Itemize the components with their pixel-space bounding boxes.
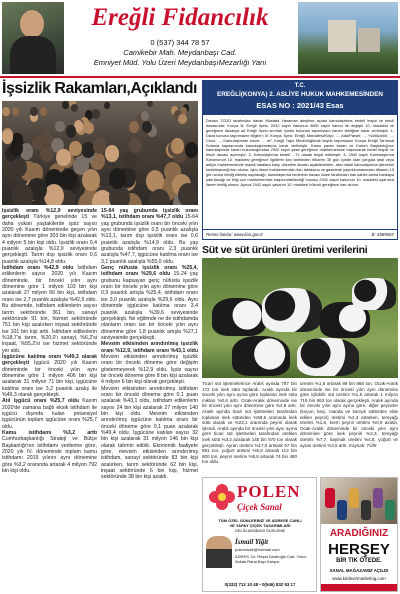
milk-article-column-2 — [300, 381, 398, 473]
shop-product — [361, 500, 371, 520]
crowd-person — [56, 149, 70, 166]
crowd-person — [129, 138, 142, 153]
court-notice — [202, 80, 398, 240]
notice-court-name: EREĞLİ(KONYA) 2. ASLİYE HUKUK MAHKEMESİNDEN — [216, 91, 384, 98]
article-paragraph — [101, 208, 198, 265]
shop-ad-bar — [321, 584, 397, 592]
crowd-person — [2, 107, 9, 116]
crowd-person — [178, 114, 187, 124]
milk-article-column-1: Ticari süt işletmelerince Aralık ayında 787 bin 172 ton inek sütü toplandı. Aralık ayında bir önceki yılın aynı ayına göre toplanan inek sütü miktarı %0,6 arttı. Ocak-Aralık döneminde ise bir önceki yılın aynı dönemine göre %2,8 arttı. Aralık ayında ticari süt işletmeleri tarafından toplanan inek sütünden %58,6 oranında inek sütü olarak ve %23,1 oranında peynir olarak işlendi. Aralık ayında bir önceki yılın aynı ayına göre ticari süt işletmeleri tarafından üretilen inek sütü %3,2 azalarak 140 bin 970 ton olarak gerçekleşti. Ayran üretimi %17,0 artarak 67 bin 981 ton, yoğurt üretimi %5,9 artarak 113 bin 800 ton, peynir üretimi %9,8 artarak 74 bin 480 ton oldu. — [202, 381, 297, 465]
paragraph-lead: İşgücüne katılma oranı %49,3 olarak gerçekleşti — [2, 353, 97, 367]
crowd-person — [62, 101, 68, 109]
milk-headline: Süt ve süt ürünleri üretimi verilerini — [202, 244, 368, 256]
crowd-person — [185, 142, 198, 158]
cow — [212, 298, 266, 336]
notice-tc: T.C. — [294, 83, 306, 89]
paragraph-lead: İstihdam oranı %42,9 oldu — [2, 265, 74, 272]
polen-phone: 0(332) 712 10 48 • 0(546) 832 53 17 — [224, 582, 296, 587]
crowd-person — [122, 152, 137, 170]
article-paragraph — [2, 354, 97, 398]
paragraph-lead: 15-64 yaş grubunda işsizlik oranı %13,1, istihdam oranı %47,7 oldu — [101, 208, 198, 221]
paragraph-text: Kasım 2020'de zamana bağlı eksik istihdam ile işgücü dışında kalan potansiyel işgücünün toplam işgücüne oranı %25,7 oldu. — [2, 398, 97, 430]
shop-ad-url[interactable]: www.kirdevirmarketing.com — [332, 576, 386, 581]
polen-email[interactable]: polencicek@hotmail.com — [235, 547, 280, 552]
main-article-column-2 — [101, 208, 198, 592]
crowd-person — [141, 111, 149, 121]
notice-footer-code: B: 4589567 — [371, 232, 394, 237]
milk-article-source: Kaynak: TÜİK — [349, 442, 377, 448]
notice-footer — [203, 229, 397, 239]
article-paragraph — [2, 265, 97, 354]
shop-ad-line-1: ARADIĞINIZ — [329, 528, 389, 539]
crowd-person — [40, 146, 54, 163]
crowd-person — [92, 109, 100, 118]
shop-product — [325, 488, 335, 508]
shop-ad-line-4: SANAL MAĞAZAMIZ AÇILDI — [329, 568, 389, 573]
paragraph-lead: Atıl işgücü oranı %25,7 oldu — [2, 398, 79, 405]
crowd-photo — [2, 101, 198, 205]
crowd-person — [55, 121, 65, 133]
crowd-person — [178, 183, 198, 205]
masthead-address-1: Camikebir Mah. Meydanbaşı Cad. — [123, 48, 237, 57]
paragraph-text: 15-24 yaş grubunu kapsayan genç nüfusta işsizlik oranı bir önceki yılın aynı dönemine göre 0,9 puanlık artışla %25,4, istihdam oranı ise 3,0 puanlık azalışla %29,6 oldu. Aynı dönemde işgücüne katılma oranı 3,4 puanlık azalışla %39,6 seviyesinde gerçekleşti. Ne eğitimde ne de istihdamda olanların oranı ise bir önceki yılın aynı dönemine göre 1,8 puanlık artışla %27,1 seviyesinde gerçekleşti. — [101, 271, 198, 341]
polen-brand-subtitle: Çiçek Sanal — [237, 502, 282, 512]
crowd-person — [12, 184, 32, 205]
paragraph-text: Türkiye genelinde 15 ve daha yukarı yaştakilerde işsiz sayısı 2020 yılı Kasım döneminde geçen yılın aynı dönemine göre 303 bin kişi azalarak 4 milyon 5 bin kişi oldu. İşsizlik oranı 0,4 puanlık azalışla %12,9 seviyesinde gerçekleşti. Tarım dışı işsizlik oranı 0,6 puanlık azalışla %14,8 oldu. — [2, 214, 97, 265]
cows-photo — [202, 258, 398, 378]
article-paragraph — [2, 208, 97, 265]
cow — [232, 336, 290, 376]
crowd-person — [11, 158, 27, 177]
milk-article-column-2-text: üretimi %1,6 artarak 89 bin 868 ton. Ocak-Aralık döneminde ise bir önceki yılın aynı dönemine göre içilebilir süt üretimi %1,5 artarak 1 milyon 719 bin 963 ton olarak gerçekleşti. Aralık ayında bir önceki yılın aynı ayına göre, diğer peynirler (koyun, keçi, manda ve karışık sütlerden elde edilen peynir) üretimi %2,4 artarken, tereyağı üretimi %1,8, krem peynir üretimi %0,9 azaldı. Ocak-Aralık döneminde bir önceki yılın aynı dönemine göre inek peyniri %2,3, tereyağı üretimi %7,7, kaymak üretimi %4,8, yoğurt ve ayran üretimi %3,5 arttı. — [300, 381, 398, 448]
online-shop-ad[interactable] — [320, 477, 398, 592]
article-paragraph — [2, 430, 97, 474]
paragraph-lead: İşsizlik oranı %12,9 seviyesinde gerçekleşti — [2, 208, 97, 221]
shop-product — [349, 488, 359, 508]
polen-owner-photo — [206, 536, 232, 568]
paragraph-lead: Kamu istihdamı %3,2 arttı — [2, 430, 97, 437]
masthead-nursery-photo — [298, 2, 398, 74]
paragraph-text: 15-64 yaş grubunda işsizlik oranı bir önceki yılın aynı dönemine göre 0,5 puanlık azalışla %13,1, tarım dışı işsizlik oranı ise 0,6 puanlık azalışla %14,9 oldu. Bu yaş grubunda istihdam oranı 2,3 puanlık azalışla %47,7, işgücüne katılma oranı ise 3,1 puanlık azalışla %55,0 oldu. — [101, 214, 198, 265]
crowd-person — [105, 145, 119, 162]
paragraph-lead: Mevsim etkisinden arındırılmış işsizlik oranı %12,9, istihdam oranı %43,1 oldu — [101, 341, 198, 354]
crowd-person — [109, 168, 127, 189]
crowd-person — [30, 107, 37, 116]
polen-brand-name: POLEN — [237, 482, 301, 501]
court-notice-header — [203, 81, 397, 115]
masthead-phone: 0 (537) 344 78 57 — [150, 38, 210, 47]
shop-product — [385, 500, 395, 520]
crowd-person — [40, 107, 47, 116]
paragraph-text: İşgücü 2020 yılı Kasım döneminde bir önceki yılın aynı dönemine göre 1 milyon 406 bin kişi azalarak 31 milyon 71 bin kişi, işgücüne katılma oranı ise 3,2 puanlık azalış ile %49,3 olarak gerçekleşti. — [2, 360, 97, 398]
polen-flower-ad[interactable] — [202, 477, 317, 592]
shop-ad-line-2: HERŞEY — [328, 541, 390, 558]
newspaper-title: Ereğli Fidancılık — [91, 4, 269, 31]
shop-product — [337, 500, 347, 520]
shop-products-photo — [321, 478, 397, 524]
main-headline: İşsizlik Rakamları,Açıklandı — [2, 80, 197, 97]
article-paragraph — [2, 398, 97, 430]
polen-service-line-3: GELİN ARABASI SÜSLEME — [234, 528, 286, 533]
main-article-column-1 — [2, 208, 97, 592]
cow — [352, 278, 396, 310]
cow — [297, 338, 359, 376]
article-paragraph — [101, 341, 198, 385]
polen-address: ADRES: Dr. Reşat Dedeoğlu Cad. Yıkıcı Sokak Rana Bayı Karşısı — [235, 554, 307, 564]
notice-footer-source[interactable]: Resmi ilanlar: www.ilan.gov.tr — [206, 232, 264, 237]
paragraph-text: İstihdam edilenlerin sayısı 2020 yılı Kasım döneminde, bir önceki yılın aynı dönemine göre 1 milyon 103 bin kişi azalarak 27 milyon 66 bin kişi, istihdam oranı ise 2,7 puanlık azalışla %42,9 oldu. Bu dönemde, istihdam edilenlerin sayısı tarım sektöründe 361 bin, sanayi sektöründe 91 bin, hizmet sektöründe 751 bin kişi azalırken inşaat sektöründe ise 101 bin kişi arttı. İstihdam edilenlerin %18,7'si tarım, %20,0'ı sanayi, %6,2'si inşaat, %55,2'si ise hizmet sektöründe yer aldı. — [2, 265, 97, 354]
crowd-person — [12, 107, 19, 116]
paragraph-text: Mevsim etkisinden arındırılmış istihdam oranı bir önceki döneme göre 0,1 puan azalarak %43,1 oldu, istihdam edilenlerin sayısı 24 bin kişi azalarak 27 milyon 140 bin kişi oldu. Mevsim etkisinden arındırılmış işgücüne katılma oranı bir önceki döneme göre 0,1 puan azalarak %49,4 oldu. İşgücüne katılan sayısı 32 bin kişi azalarak 31 milyon 146 bin kişi olarak tahmin edildi. Ekonomik faaliyete göre, mevsim etkisinden arındırılmış istihdam, sanayi sektöründe 83 bin kişi azalırken, tarım sektöründe 62 bin kişi, inşaat sektöründe 6 bin kişi, hizmet sektöründe 38 bin kişi azaldı. — [101, 385, 198, 481]
crowd-person — [93, 138, 106, 153]
paragraph-text: Mevsim etkisinden arındırılmış işsizlik oranı bir önceki döneme göre değişim göstermeyerek %12,9 oldu. İşsiz sayısı bir önceki döneme göre 8 bin kişi azalarak 4 milyon 6 bin kişi olarak gerçekleşti. — [101, 353, 198, 386]
paragraph-text: Cumhurbaşkanlığı Strateji ve Bütçe Başkanlığı'nın istihdamı verilerine göre, 2020 yılı IV. döneminde toplam kamu istihdamı 2019 yılının aynı dönemine göre %3,2 oranında artarak 4 milyon 792 bin kişi oldu. — [2, 436, 97, 475]
polen-service-line-2: VE YAPAY ÇİÇEK TASARIMLARI — [229, 523, 291, 528]
article-paragraph — [101, 265, 198, 341]
crowd-person — [2, 130, 13, 144]
crowd-person — [104, 102, 110, 110]
article-paragraph — [101, 386, 198, 481]
crowd-person — [142, 121, 152, 133]
masthead-owner-photo — [2, 2, 64, 74]
shop-ad-line-3: BİR TIK ÖTEDE. — [336, 558, 382, 564]
crowd-person — [82, 169, 100, 190]
cow — [262, 288, 322, 332]
paragraph-lead: Genç nüfusta işsizlik oranı %25,4, istihdam oranı %29,6 oldu — [101, 265, 198, 278]
masthead — [0, 0, 400, 78]
notice-body: Davacı TCDD tarafından davalı Mustafa Yanaman aleyhine açılan kamulaştırma bedeli tespit ve tescil davasında; Konya İli, Ereğli İlçesi, 2942 sayılı kanunun 4650 sayılı kanun ile değişik 10. maddesi ve gereğince davalıya ait Ereğli İlçesi sınırları içinde bulunan taşınmazın ilanen tebliğine karar verilmiştir. 1- Dava konusu taşınmazın bilgileri; İli: Konya, İlçesi: Ereğli, Mahallesi/Köyü: ..., Ada/Parsel: ..., Yüzölçümü: ..., Cinsi: ..., Kamulaştırılan kısım: ... m², Ereğli Tapu Müdürlüğünde kayıtlı taşınmazın Konya Ereğli Tarımsal Sulama kapsamında kamulaştırmasına karar verilmiştir. Kamu yararı kararı ve Kurum Başkanlığının kamulaştırma kararı bulunduğundan 2942 sayılı yasa gereğince mahkememize başvurarak bedel tespiti ve tescil davası açılmıştır. 2- Kamulaştırma bedeli ...TL olarak tespit edilmiştir. 3- 2942 sayılı Kamulaştırma Kanununun 10. maddesi gereğince ilgililerin ilan tarihinden itibaren 30 gün içinde idari yargıda iptal veya adliye mahkemesinde maddi hatalara karşı düzeltim davası açabilecekleri, aksi halde kamulaştırma işleminin kesinleşeceği ilan olunur. İşbu ilanın mahkememizin ilan tahtasına ve gazetede yayınlanmasından itibaren 15 gün sonra tebliğ edilmiş sayılacağı, kamulaştırma bedelinin davacı idare tarafından hak sahibi adına bankaya yatırılacağı ve bilgi için mahkememize başvurulabileceği hususu 2942 sayılı kanunun 10. maddesi uyarınca ilanen tebliğ olunur. Ayrıca 2942 sayılı yasanın 10. maddesi hükmü gereğince ilan olunur. — [206, 119, 394, 187]
masthead-address-2: Emniyet Müd. Yolu Üzeri MeydanbaşıMezarlığı Yanı — [93, 58, 267, 67]
notice-case-number: ESAS NO : 2021/43 Esas — [256, 101, 344, 110]
polen-service-line-1: TÜM ÖZEL GÜNLERİNİZ VE ADRESE CANLI — [218, 518, 302, 523]
crowd-person — [66, 125, 76, 138]
shop-product — [373, 488, 383, 508]
crowd-person — [147, 101, 153, 107]
crowd-person — [171, 138, 184, 153]
crowd-person — [71, 104, 78, 112]
flower-icon — [207, 482, 237, 512]
polen-owner-name: İsmail Yiğit — [235, 538, 269, 546]
